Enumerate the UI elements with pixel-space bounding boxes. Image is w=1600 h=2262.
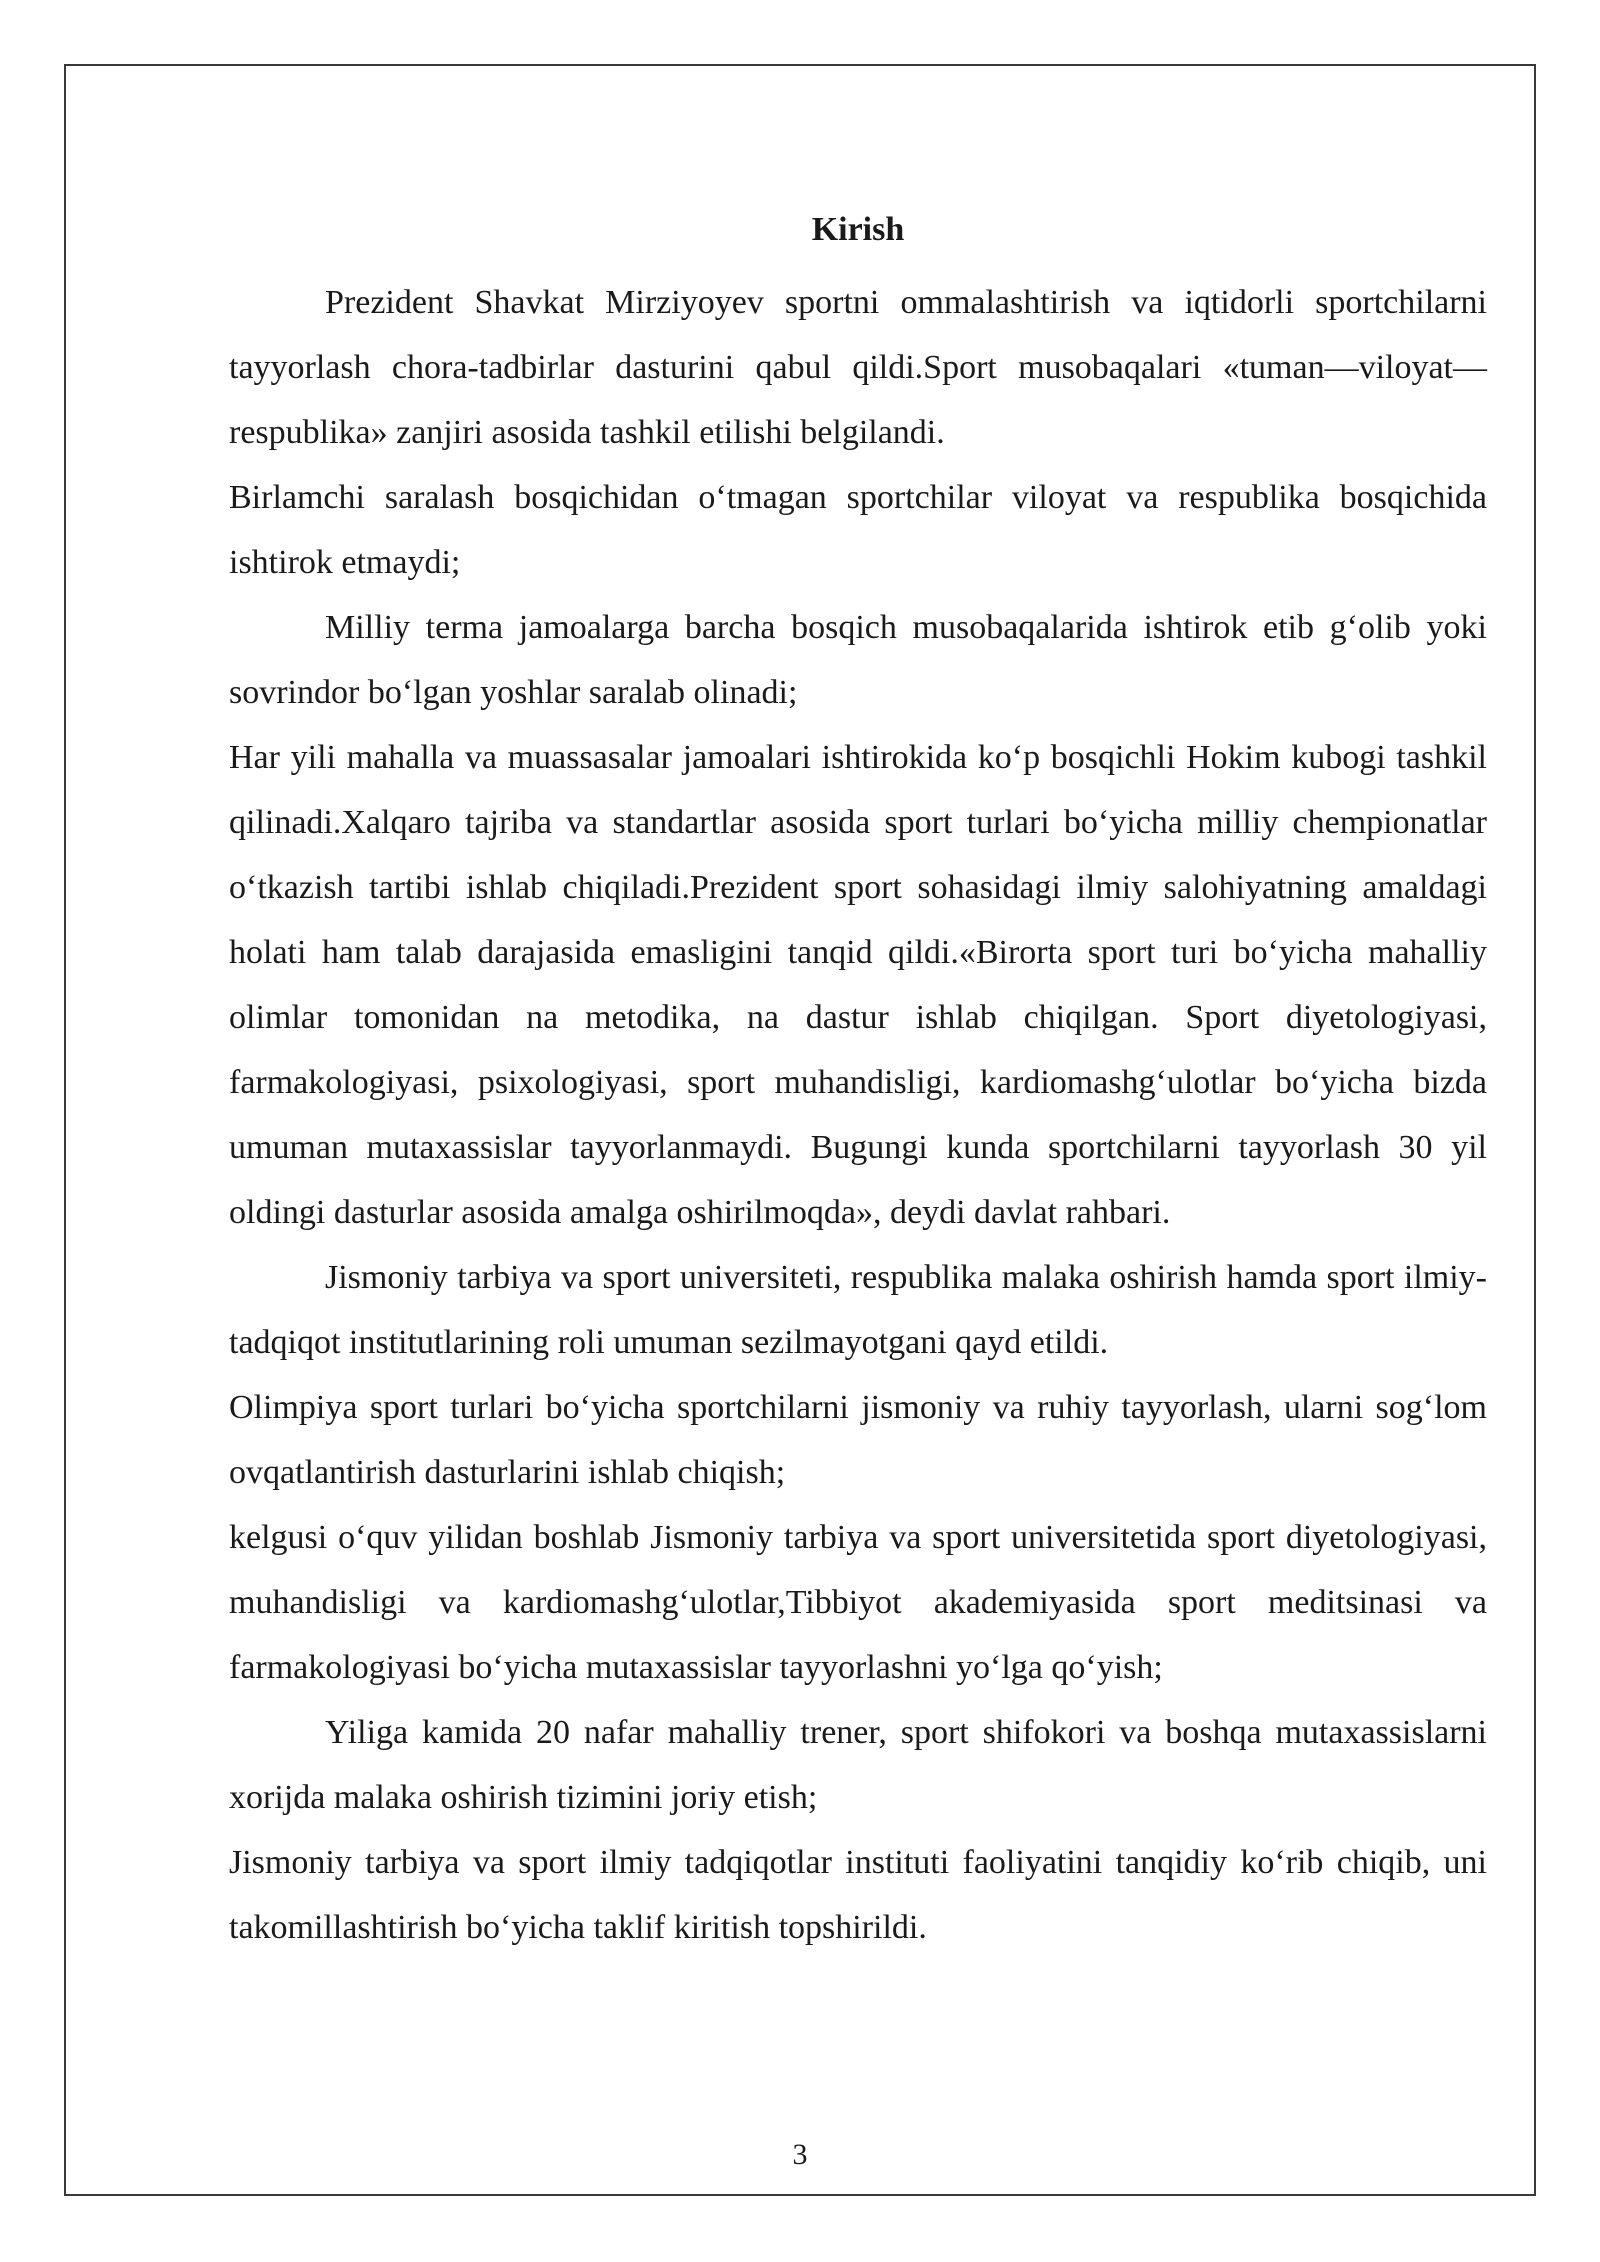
paragraph-5: Jismoniy tarbiya va sport universiteti, respublika malaka oshirish hamda sport ilmiy-tadqiqot institutlarining roli umuman sezilmayotgani qayd etildi.	[229, 1259, 1487, 1361]
document-body	[229, 210, 1487, 1960]
paragraph-4: Har yili mahalla va muassasalar jamoalari ishtirokida ko‘p bosqichli Hokim kubogi tashkil qilinadi.Xalqaro tajriba va standartlar asosida sport turlari bo‘yicha milliy chempionatlar o‘tkazish tartibi ishlab chiqiladi.Prezident sport sohasidagi ilmiy salohiyatning amaldagi holati ham talab darajasida emasligini tanqid qildi.«Birorta sport turi bo‘yicha mahalliy olimlar tomonidan na metodika, na dastur ishlab chiqilgan. Sport diyetologiyasi, farmakologiyasi, psixologiyasi, sport muhandisligi, kardiomashg‘ulotlar bo‘yicha bizda umuman mutaxassislar tayyorlanmaydi. Bugungi kunda sportchilarni tayyorlash 30 yil oldingi dasturlar asosida amalga oshirilmoqda», deydi davlat rahbari.	[229, 739, 1487, 1231]
paragraph-6: Olimpiya sport turlari bo‘yicha sportchilarni jismoniy va ruhiy tayyorlash, ularni sog‘lom ovqatlantirish dasturlarini ishlab chiqish;	[229, 1389, 1487, 1491]
page-title: Kirish	[811, 211, 905, 248]
paragraph-8: Yiliga kamida 20 nafar mahalliy trener, sport shifokori va boshqa mutaxassislarni xorijda malaka oshirish tizimini joriy etish;	[229, 1714, 1487, 1816]
paragraph-3: Milliy terma jamoalarga barcha bosqich musobaqalarida ishtirok etib g‘olib yoki sovrindor bo‘lgan yoshlar saralab olinadi;	[229, 609, 1487, 711]
paragraph-9: Jismoniy tarbiya va sport ilmiy tadqiqotlar instituti faoliyatini tanqidiy ko‘rib chiqib, uni takomillashtirish bo‘yicha taklif kiritish topshirildi.	[229, 1844, 1487, 1946]
page-number: 3	[792, 2138, 808, 2171]
paragraph-2: Birlamchi saralash bosqichidan o‘tmagan sportchilar viloyat va respublika bosqichida ishtirok etmaydi;	[229, 479, 1487, 581]
paragraph-1: Prezident Shavkat Mirziyoyev sportni ommalashtirish va iqtidorli sportchilarni tayyorlash chora-tadbirlar dasturini qabul qildi.Sport musobaqalari «tuman—viloyat—respublika» zanjiri asosida tashkil etilishi belgilandi.	[229, 284, 1487, 451]
paragraph-7: kelgusi o‘quv yilidan boshlab Jismoniy tarbiya va sport universitetida sport diyetologiyasi, muhandisligi va kardiomashg‘ulotlar,Tibbiyot akademiyasida sport meditsinasi va farmakologiyasi bo‘yicha mutaxassislar tayyorlashni yo‘lga qo‘yish;	[229, 1519, 1487, 1686]
